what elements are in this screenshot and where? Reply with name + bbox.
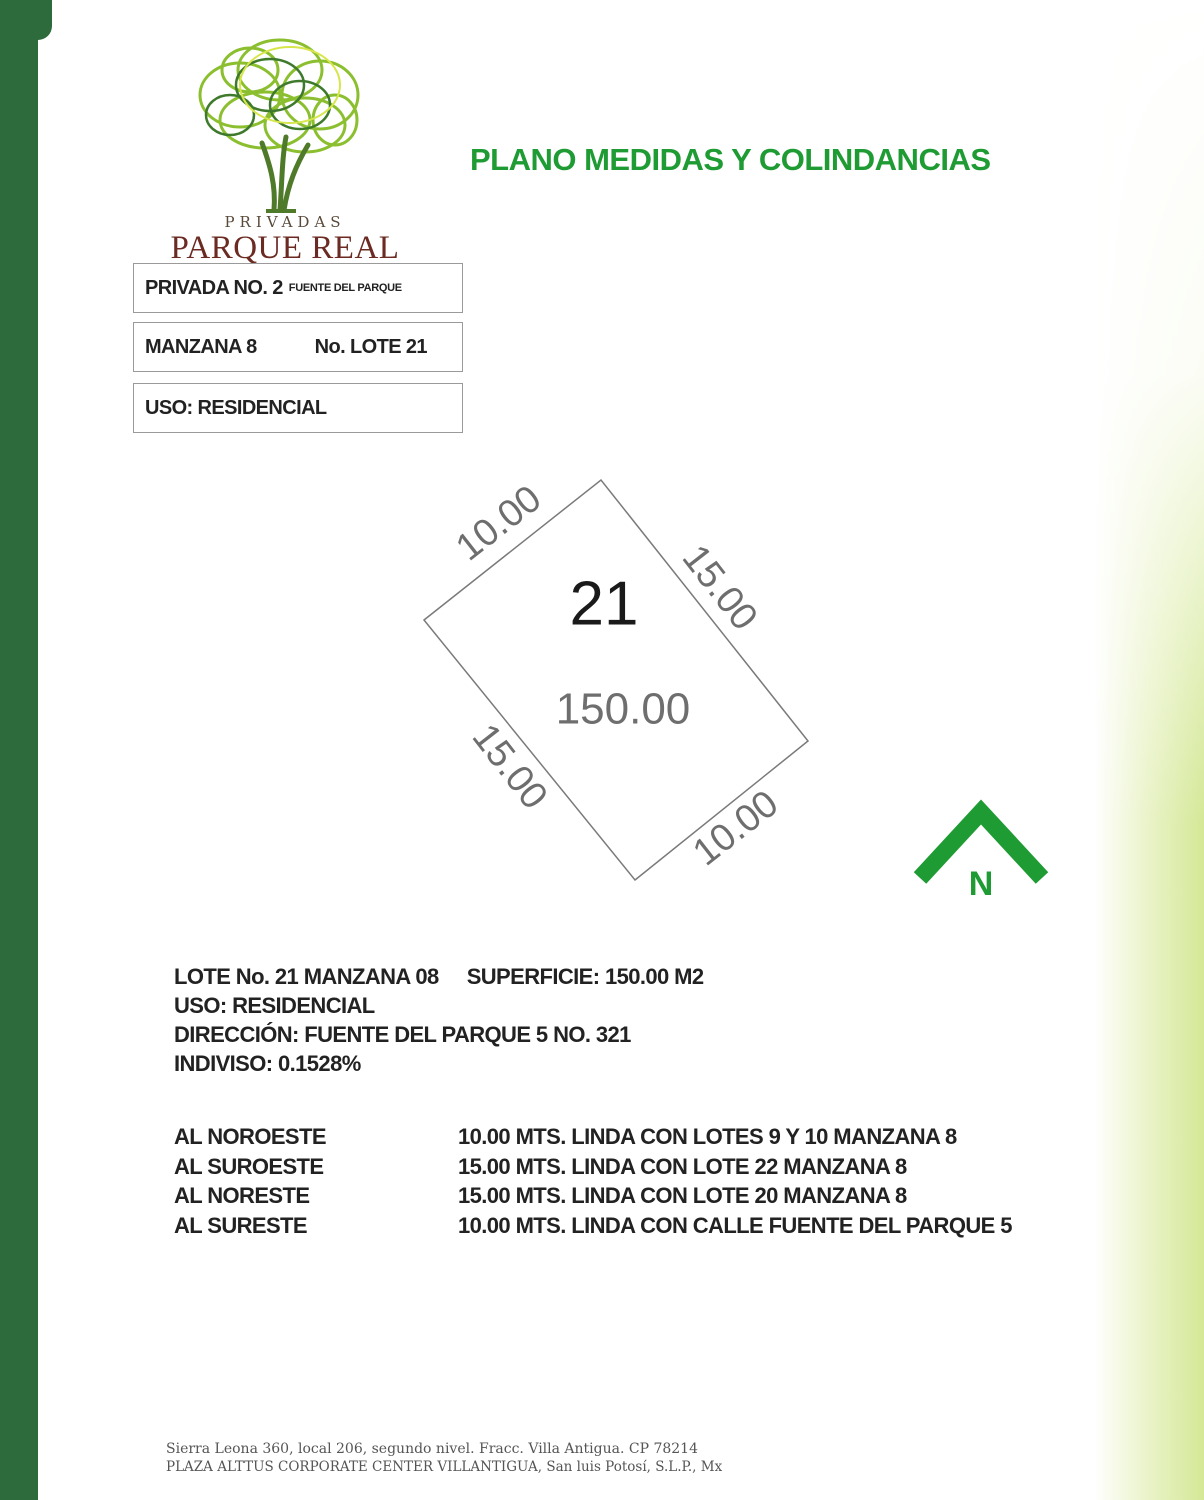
manzana-label: MANZANA 8 [145, 335, 257, 358]
info-line-4: INDIVISO: 0.1528% [174, 1051, 361, 1076]
side-sw-label: 15.00 [463, 716, 556, 818]
boundary-row [174, 1181, 1012, 1211]
boundary-direction: AL NOROESTE [174, 1124, 326, 1149]
footer-line-1: Sierra Leona 360, local 206, segundo nivel. Fracc. Villa Antigua. CP 78214 [166, 1441, 698, 1457]
privada-label: PRIVADA NO. 2 [145, 276, 283, 299]
page-title: PLANO MEDIDAS Y COLINDANCIAS [470, 142, 991, 177]
footer-line-2: PLAZA ALTTUS CORPORATE CENTER VILLANTIGUA, San luis Potosí, S.L.P., Mx [166, 1459, 723, 1475]
boundary-description: 10.00 MTS. LINDA CON LOTES 9 Y 10 MANZANA 8 [458, 1124, 957, 1149]
north-label: N [968, 864, 994, 903]
lot-area: 150.00 [555, 684, 691, 734]
side-ne-label: 15.00 [673, 537, 766, 639]
lote-manzana-text: LOTE No. 21 MANZANA 08 [174, 964, 439, 989]
north-arrow-icon [920, 812, 1042, 903]
boundary-row [174, 1152, 1012, 1182]
info-line-2: USO: RESIDENCIAL [174, 993, 375, 1018]
boundary-row [174, 1211, 1012, 1241]
boundary-description: 10.00 MTS. LINDA CON CALLE FUENTE DEL PARQUE 5 [458, 1212, 1012, 1238]
side-nw-label: 10.00 [448, 477, 550, 570]
info-line-3: DIRECCIÓN: FUENTE DEL PARQUE 5 NO. 321 [174, 1022, 631, 1047]
boundary-direction: AL NORESTE [174, 1183, 310, 1208]
side-se-label: 10.00 [685, 782, 787, 875]
lot-number: 21 [569, 569, 639, 639]
boundary-description: 15.00 MTS. LINDA CON LOTE 20 MANZANA 8 [458, 1183, 907, 1208]
boundary-direction: AL SURESTE [174, 1212, 307, 1238]
boundaries-list [174, 1122, 1012, 1240]
lote-label: No. LOTE 21 [314, 335, 427, 358]
privada-name: FUENTE DEL PARQUE [288, 282, 402, 294]
logo-top-text: PRIVADAS [224, 213, 346, 231]
footer-address [166, 1440, 722, 1476]
boundary-row [174, 1122, 1012, 1152]
boundary-direction: AL SUROESTE [174, 1153, 324, 1179]
boundary-description: 15.00 MTS. LINDA CON LOTE 22 MANZANA 8 [458, 1153, 907, 1179]
lot-info [174, 962, 704, 1078]
uso-label: USO: RESIDENCIAL [145, 396, 327, 419]
info-line-1 [174, 962, 704, 991]
superficie-text: SUPERFICIE: 150.00 M2 [466, 964, 704, 989]
logo-wordmark: PARQUE REAL [170, 230, 400, 266]
